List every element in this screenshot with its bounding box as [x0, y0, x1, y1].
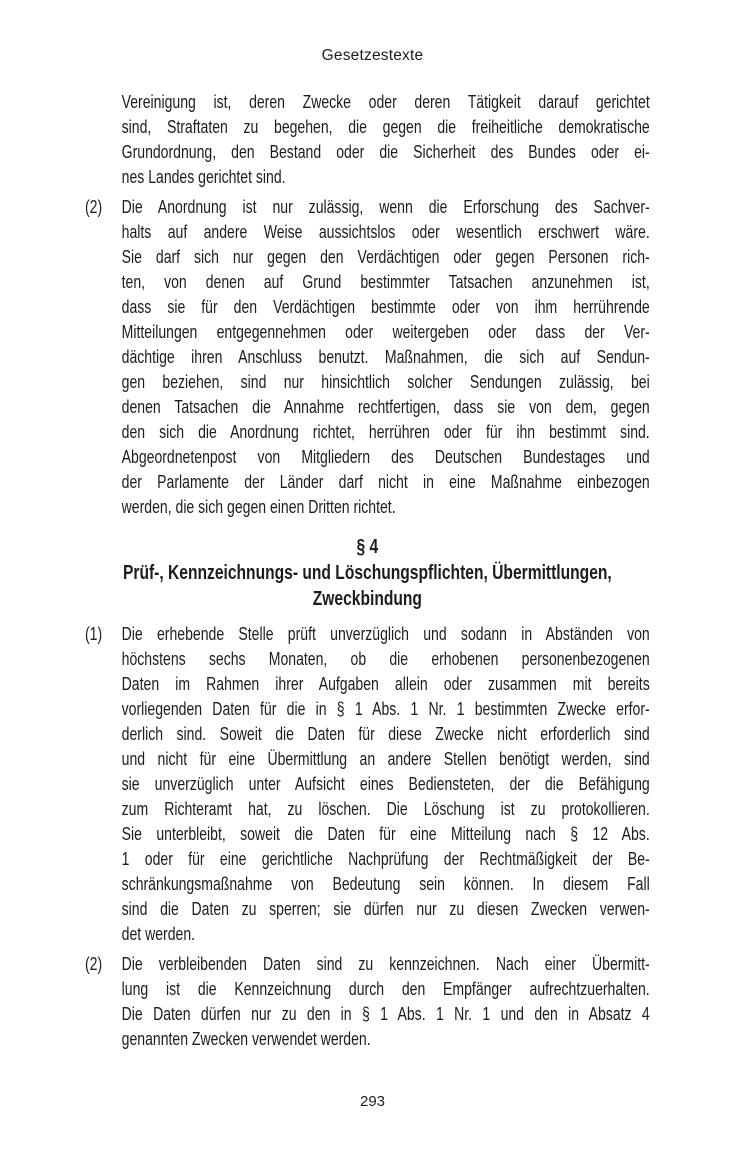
text-line: det werden. — [121, 924, 196, 944]
text-line: genannten Zwecken verwendet werden. — [121, 1029, 371, 1049]
text-line: sind die Daten zu sperren; sie dürfen nur zu diesen Zwecken verwen- — [121, 899, 650, 919]
text-line: Die Daten dürfen nur zu den in § 1 Abs. 1 Nr. 1 und den in Absatz 4 — [121, 1004, 650, 1024]
text-line: und nicht für eine Übermittlung an andere Stellen benötigt werden, sind — [121, 749, 650, 769]
paragraph-text — [122, 195, 650, 520]
text-line: schränkungsmaßnahme von Bedeutung sein können. In diesem Fall — [121, 874, 650, 894]
text-line: Die erhebende Stelle prüft unverzüglich und sodann in Abständen von — [121, 624, 650, 644]
text-line: höchstens sechs Monaten, ob die erhobenen personenbezogenen — [121, 649, 650, 669]
text-line: nes Landes gerichtet sind. — [121, 167, 286, 187]
paragraph-2-section3 — [85, 195, 650, 520]
page-number: 293 — [359, 1093, 386, 1110]
text-line: sie unverzüglich unter Aufsicht eines Bediensteten, der die Befähigung — [121, 774, 650, 794]
text-line: sind, Straftaten zu begehen, die gegen die freiheitliche demokratische — [121, 117, 650, 137]
text-line: derlich sind. Soweit die Daten für diese Zwecke nicht erforderlich sind — [121, 724, 650, 744]
paragraph-marker: (1) — [85, 624, 103, 644]
text-line: Mitteilungen entgegennehmen oder weitergeben oder dass der Ver- — [121, 322, 650, 342]
text-line: Vereinigung ist, deren Zwecke oder deren Tätigkeit darauf gerichtet — [121, 92, 650, 112]
paragraph-1-section4 — [85, 622, 650, 947]
paragraph-marker: (2) — [85, 197, 103, 217]
text-line: halts auf andere Weise aussichtslos oder wesentlich erschwert wäre. — [121, 222, 650, 242]
text-line: Prüf-, Kennzeichnungs- und Löschungspflichten, Übermittlungen, — [122, 562, 612, 584]
text-line: Sie unterbleibt, soweit die Daten für eine Mitteilung nach § 12 Abs. — [121, 824, 650, 844]
text-line: dass sie für den Verdächtigen bestimmte oder von ihm herrührende — [121, 297, 650, 317]
text-line: den sich die Anordnung richtet, herrühren oder für ihn bestimmt sind. — [121, 422, 650, 442]
text-line: ten, von denen auf Grund bestimmter Tatsachen anzunehmen ist, — [121, 272, 650, 292]
paragraph-continuation — [85, 90, 650, 190]
text-line: denen Tatsachen die Annahme rechtfertigen, dass sie von dem, gegen — [121, 397, 650, 417]
paragraph-text — [122, 952, 650, 1052]
text-line: Die verbleibenden Daten sind zu kennzeichnen. Nach einer Übermitt- — [121, 954, 650, 974]
text-line: Die Anordnung ist nur zulässig, wenn die Erforschung des Sachver- — [121, 197, 650, 217]
text-line: gen beziehen, sind nur hinsichtlich solcher Sendungen zulässig, bei — [121, 372, 650, 392]
paragraph-marker: (2) — [85, 954, 103, 974]
text-line: Zweckbindung — [312, 588, 422, 610]
text-line: Grundordnung, den Bestand oder die Sicherheit des Bundes oder ei- — [121, 142, 650, 162]
text-line: dächtige ihren Anschluss benutzt. Maßnahmen, die sich auf Sendun- — [121, 347, 650, 367]
section-heading — [85, 534, 650, 612]
text-line: Abgeordnetenpost von Mitgliedern des Deutschen Bundestages und — [121, 447, 650, 467]
text-line: 1 oder für eine gerichtliche Nachprüfung der Rechtmäßigkeit der Be- — [121, 849, 650, 869]
text-line: werden, die sich gegen einen Dritten richtet. — [121, 497, 396, 517]
text-line: vorliegenden Daten für die in § 1 Abs. 1 Nr. 1 bestimmten Zwecke erfor- — [121, 699, 650, 719]
text-line: Daten im Rahmen ihrer Aufgaben allein oder zusammen mit bereits — [121, 674, 650, 694]
text-line: § 4 — [356, 536, 379, 558]
text-line: lung ist die Kennzeichnung durch den Empfänger aufrechtzuerhalten. — [121, 979, 650, 999]
text-line: der Parlamente der Länder darf nicht in eine Maßnahme einbezogen — [121, 472, 650, 492]
running-header: Gesetzestexte — [321, 47, 424, 64]
page-content — [85, 0, 650, 1052]
text-line: Sie darf sich nur gegen den Verdächtigen oder gegen Personen rich- — [121, 247, 650, 267]
text-line: zum Richteramt hat, zu löschen. Die Löschung ist zu protokollieren. — [121, 799, 650, 819]
paragraph-2-section4 — [85, 952, 650, 1052]
paragraph-text — [122, 622, 650, 947]
paragraph-text — [122, 90, 650, 190]
